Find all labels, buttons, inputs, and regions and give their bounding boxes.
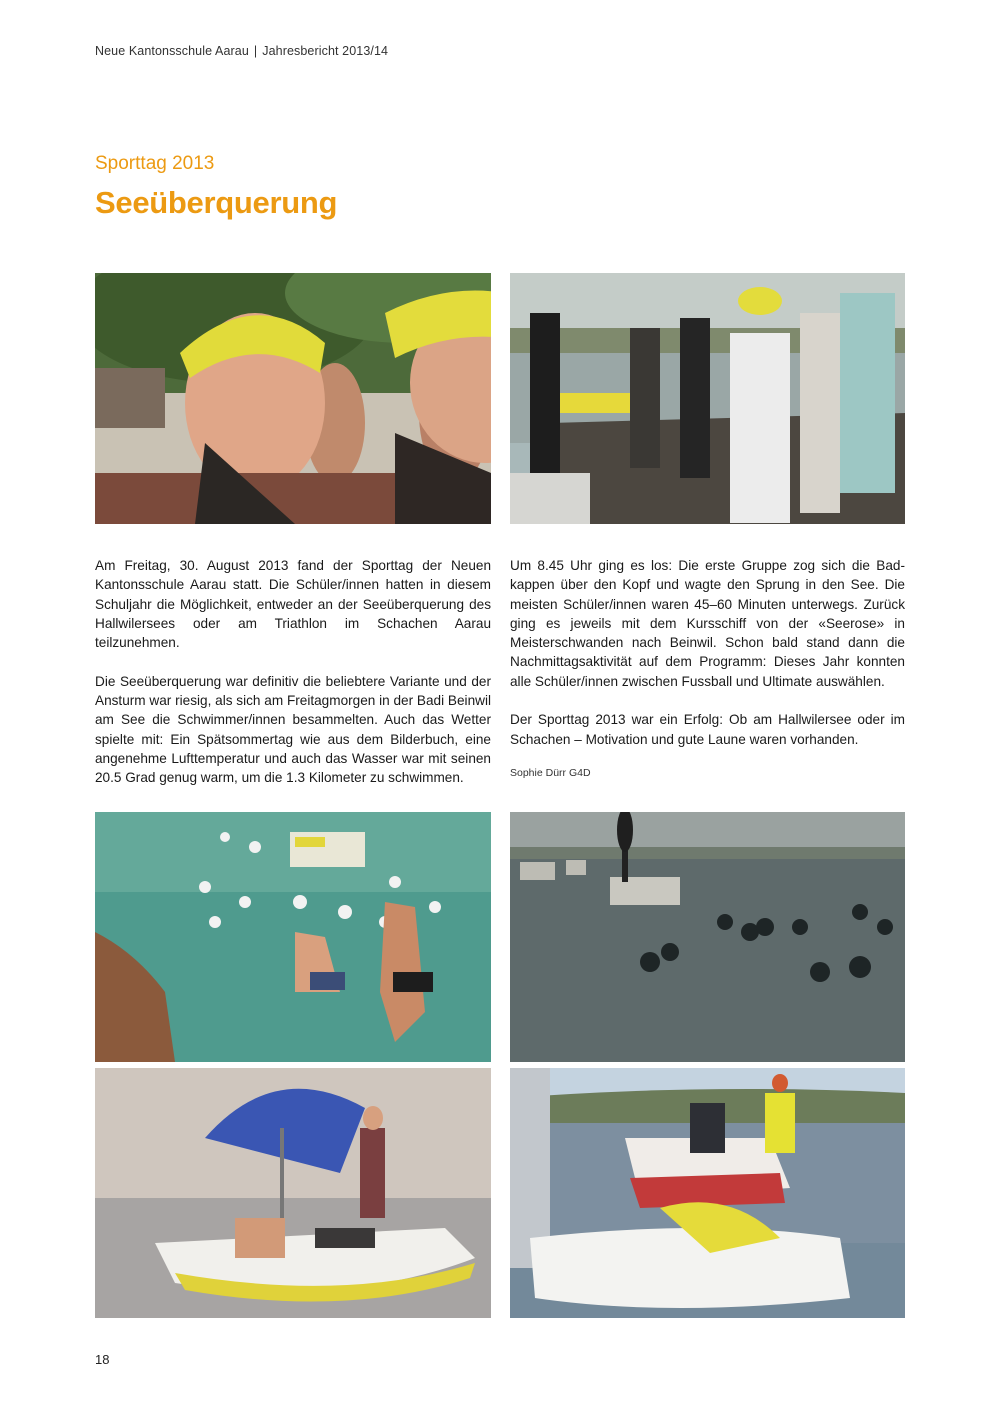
- photo-lakeshore-crowd: [510, 273, 905, 524]
- photo-pedalo-umbrella: [95, 1068, 491, 1318]
- article-column-right: [510, 556, 905, 800]
- photo-grey-lake-boats: [510, 812, 905, 1062]
- article-column-left: [95, 556, 491, 807]
- running-header: [95, 44, 388, 58]
- photo-swimmers-in-water: [95, 812, 491, 1062]
- article-kicker: Sporttag 2013: [95, 153, 215, 174]
- paragraph: Die Seeüberquerung war definitiv die beliebtere Variante und der Ansturm war riesig, als sich am Freitagmorgen in der Badi Beinwil am See die Schwimmer/innen besammelten. Auch das Wetter spielte mit: Ein Spätsommertag wie aus dem Bilderbuch, eine angenehme Lufttemperatur und auch das Wasser war mit seinen 20.5 Grad genug warm, um die 1.3 Kilometer zu schwimmen.: [95, 673, 491, 786]
- paragraph: Am Freitag, 30. August 2013 fand der Sporttag der Neuen Kantonsschule Aarau statt. Die Schüler/innen hatten in diesem Schuljahr die Möglichkeit, entweder an der Seeüberquerung des Hallwilersees oder am Triathlon im Schachen Aarau teilzunehmen.: [95, 558, 491, 651]
- header-school: Neue Kantonsschule Aarau: [95, 44, 249, 58]
- header-separator: |: [253, 44, 258, 58]
- page-number: 18: [95, 1352, 110, 1367]
- paragraph: Der Sporttag 2013 war ein Erfolg: Ob am Hallwilersee oder im Schachen – Motivation und gute Laune waren vorhanden.: [510, 712, 905, 747]
- header-report: Jahresbericht 2013/14: [262, 44, 389, 58]
- article-author: Sophie Dürr G4D: [510, 767, 591, 780]
- photo-swimmers-yellow-caps: [95, 273, 491, 524]
- photo-rescue-boat: [510, 1068, 905, 1318]
- article-title: Seeüberquerung: [95, 185, 338, 220]
- paragraph: Um 8.45 Uhr ging es los: Die erste Gruppe zog sich die Badkappen über den Kopf und wagte den Sprung in den See. Die meisten Schüler/innen waren 45–60 Minuten unterwegs. Zurück ging es jeweils mit dem Kursschiff von der «Seerose» in Meisterschwanden nach Beinwil. Schon bald stand dann die Nachmittagsaktivität auf dem Programm: Dieses Jahr konnten alle Schüler/innen zwischen Fussball und Ultimate auswählen.: [510, 558, 905, 689]
